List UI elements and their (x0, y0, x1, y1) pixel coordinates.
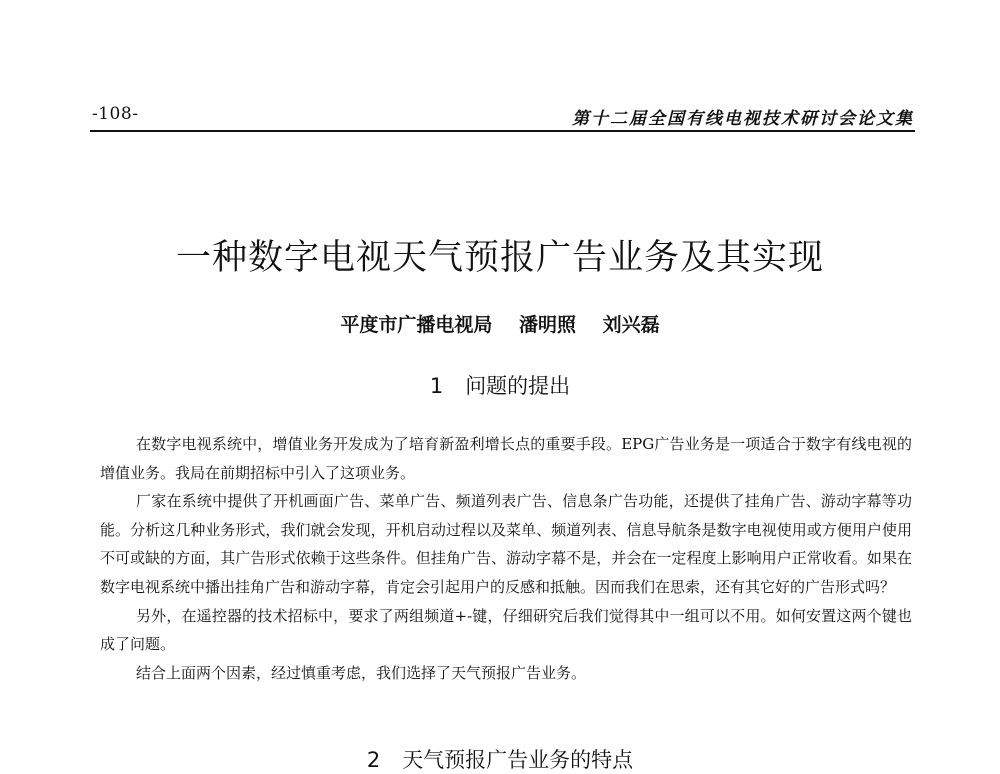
section-title: 天气预报广告业务的特点 (402, 748, 634, 772)
byline (0, 310, 1000, 337)
header-rule (90, 130, 915, 132)
paragraph: 结合上面两个因素，经过慎重考虑，我们选择了天气预报广告业务。 (136, 663, 587, 682)
section-heading (0, 744, 1000, 774)
affiliation: 平度市广播电视局 (340, 314, 493, 336)
paragraph: 另外，在遥控器的技术招标中，要求了两组频道+-键，仔细研究后我们觉得其中一组可以不用。如何安置这两个键也成了问题。 (100, 606, 912, 654)
section-number: 1 (429, 374, 444, 398)
paragraph: 厂家在系统中提供了开机画面广告、菜单广告、频道列表广告、信息条广告功能，还提供了挂角广告、游动字幕等功能。分析这几种业务形式，我们就会发现，开机启动过程以及菜单、频道列表、信息导航条是数字电视使用或方便用户使用不可或缺的方面，其广告形式依赖于这些条件。但挂角广告、游动字幕不是，并会在一定程度上影响用户正常收看。如果在数字电视系统中播出挂角广告和游动字幕，肯定会引起用户的反感和抵触。因而我们在思索，还有其它好的广告形式吗？ (100, 492, 912, 596)
author-name: 潘明照 (518, 314, 576, 336)
section-title: 问题的提出 (465, 374, 571, 398)
page-number: -108- (92, 104, 139, 124)
paper-title: 一种数字电视天气预报广告业务及其实现 (175, 238, 824, 278)
section-number: 2 (366, 748, 381, 772)
author-name: 刘兴磊 (602, 314, 660, 336)
running-head: 第十二届全国有线电视技术研讨会论文集 (572, 109, 914, 129)
body-text (100, 430, 912, 687)
section-heading (0, 370, 1000, 400)
paragraph: 在数字电视系统中，增值业务开发成为了培育新盈利增长点的重要手段。EPG广告业务是一项适合于数字有线电视的增值业务。我局在前期招标中引入了这项业务。 (100, 435, 912, 482)
